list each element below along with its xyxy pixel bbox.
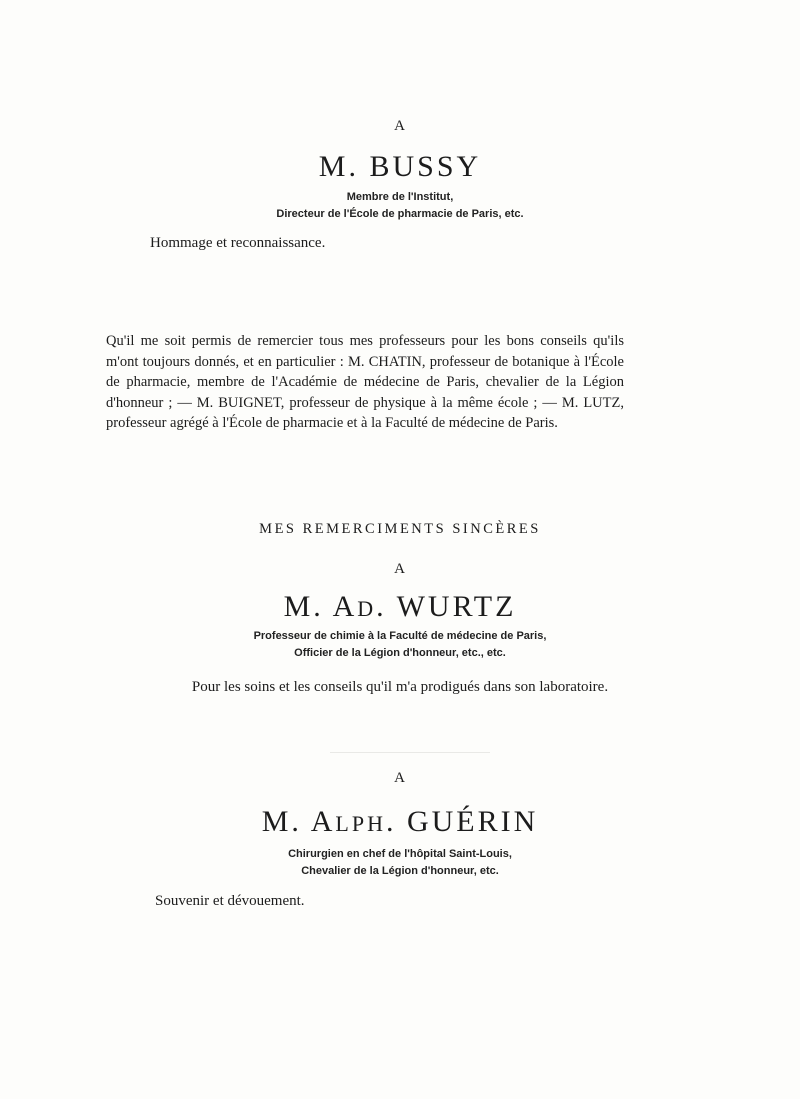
guerin-name-suffix: . GUÉRIN	[385, 805, 539, 838]
dedication-a-wurtz: A	[394, 561, 406, 577]
thanks-heading: MES REMERCIMENTS SINCÈRES	[259, 521, 541, 537]
dedication-a-guerin: A	[394, 770, 406, 786]
faint-divider	[330, 752, 490, 753]
dedicatee-name-bussy: M. BUSSY	[318, 150, 482, 183]
thanks-paragraph: Qu'il me soit permis de remercier tous mes professeurs pour les bons conseils qu'ils m'ont toujours donnés, et en particulier : M. CHATIN, professeur de botanique à l'École de pharmacie, membre de l'Académie de médecine de Paris, chevalier de la Légion d'honneur ; — M. BUIGNET, professeur de physique à la même école ; — M. LUTZ, professeur agrégé à l'École de pharmacie et à la Faculté de médecine de Paris.	[106, 333, 624, 431]
wurtz-name-prefix: M. A	[283, 590, 358, 623]
wurtz-name-suffix: . WURTZ	[376, 590, 517, 623]
bussy-title-line2: Directeur de l'École de pharmacie de Paris, etc.	[276, 208, 524, 220]
guerin-closing: Souvenir et dévouement.	[155, 893, 305, 909]
guerin-title-line1: Chirurgien en chef de l'hôpital Saint-Louis,	[288, 848, 512, 860]
wurtz-closing: Pour les soins et les conseils qu'il m'a prodigués dans son laboratoire.	[191, 679, 609, 695]
dedication-a-bussy: A	[394, 118, 406, 134]
wurtz-name-smallcaps: D	[357, 596, 377, 621]
guerin-name-smallcaps: LPH	[335, 811, 386, 836]
guerin-name-prefix: M. A	[261, 805, 336, 838]
guerin-title-line2: Chevalier de la Légion d'honneur, etc.	[301, 865, 499, 877]
bussy-title-line1: Membre de l'Institut,	[346, 191, 454, 203]
dedicatee-name-wurtz	[0, 590, 800, 624]
wurtz-title-line2: Officier de la Légion d'honneur, etc., etc.	[294, 647, 506, 659]
bussy-closing: Hommage et reconnaissance.	[150, 235, 326, 251]
wurtz-title-line1: Professeur de chimie à la Faculté de médecine de Paris,	[253, 630, 547, 642]
dedicatee-name-guerin	[0, 805, 800, 839]
